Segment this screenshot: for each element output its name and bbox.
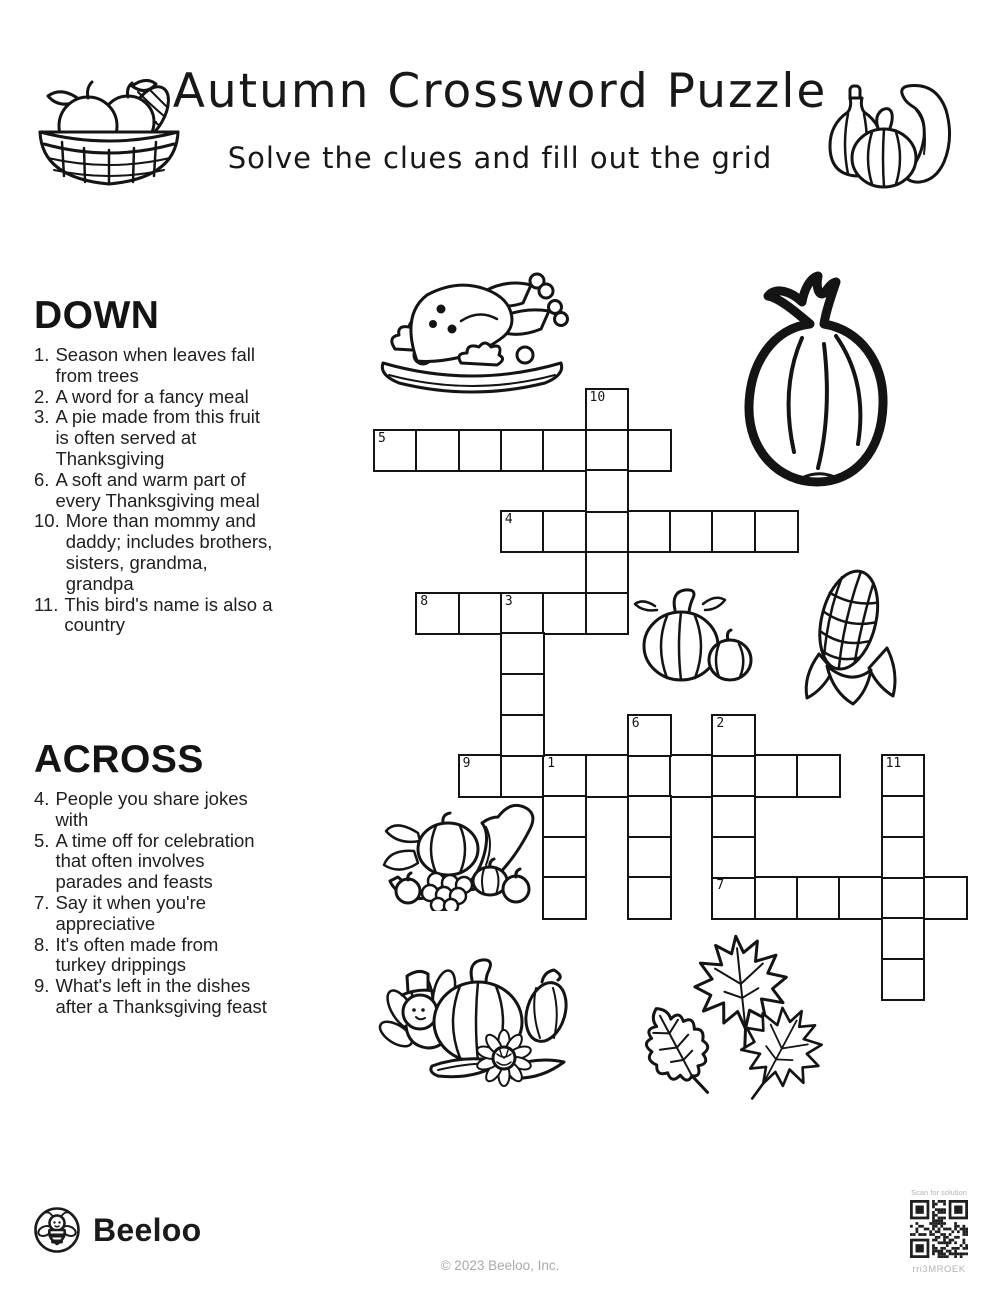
copyright-text: © 2023 Beeloo, Inc.: [440, 1258, 560, 1273]
clue-number: 10.: [34, 510, 60, 532]
clue-text: It's often made from turkey drippings: [55, 933, 219, 976]
clue-number: 3.: [34, 406, 50, 428]
grid-cell-number: 9: [462, 756, 471, 772]
clue-item: [34, 976, 284, 1018]
roast-turkey-image: [365, 263, 580, 403]
grid-cell: [500, 714, 545, 757]
grid-cell: [458, 592, 503, 635]
grid-cell: [627, 876, 672, 919]
grid-cell: [754, 754, 799, 797]
grid-cell: [881, 795, 926, 838]
grid-cell: [500, 754, 545, 797]
cornucopia-image: [378, 793, 543, 911]
across-clues-section: [34, 740, 284, 1018]
clue-number: 1.: [34, 344, 50, 365]
corn-cob-image: [793, 558, 913, 708]
grid-cell-number: 2: [716, 715, 725, 731]
clue-item: [34, 511, 284, 594]
grid-cell: [542, 510, 587, 553]
clue-text: A soft and warm part of every Thanksgiving meal: [55, 468, 260, 511]
grid-cell: [881, 876, 926, 919]
grid-cell: [627, 795, 672, 838]
brand-logo: [33, 1206, 202, 1254]
grid-cell-number: 4: [504, 512, 513, 528]
grid-cell: [796, 876, 841, 919]
clue-number: 6.: [34, 468, 50, 490]
grid-cell: [627, 429, 672, 472]
qr-block: [905, 1188, 973, 1275]
qr-code: [910, 1200, 968, 1258]
clue-text: People you share jokes with: [55, 788, 248, 830]
turkey-pumpkin-scene-image: [376, 950, 586, 1092]
clue-text: More than mommy and daddy; includes brothers, sisters, grandma, grandpa: [65, 510, 273, 594]
grid-cell: [627, 836, 672, 879]
gourd-trio-image: [812, 76, 957, 191]
grid-cell: [542, 592, 587, 635]
clue-text: Say it when you're appreciative: [55, 891, 207, 934]
clue-item: [34, 345, 284, 387]
grid-cell: [500, 632, 545, 675]
page-title: Autumn Crossword Puzzle: [172, 64, 828, 119]
grid-cell-number: 3: [504, 593, 513, 609]
grid-cell: [542, 836, 587, 879]
clue-number: 2.: [34, 385, 50, 407]
clue-text: Season when leaves fall from trees: [55, 344, 255, 386]
onion-image: [718, 262, 913, 502]
across-clue-list: [34, 789, 284, 1018]
grid-cell: [585, 754, 630, 797]
grid-cell: [711, 754, 756, 797]
across-heading: ACROSS: [34, 738, 204, 781]
grid-cell: [585, 551, 630, 594]
clue-text: A word for a fancy meal: [55, 385, 249, 407]
grid-cell: [711, 510, 756, 553]
clue-number: 9.: [34, 975, 50, 997]
grid-cell: [669, 754, 714, 797]
grid-cell: [585, 469, 630, 512]
clue-text: A pie made from this fruit is often served at Thanksgiving: [55, 406, 261, 469]
apple-basket-image: [28, 70, 190, 192]
clue-number: 4.: [34, 788, 50, 809]
grid-cell: [415, 429, 460, 472]
clue-item: [34, 470, 284, 512]
clue-number: 5.: [34, 829, 50, 851]
clue-number: 8.: [34, 933, 50, 955]
clue-text: This bird's name is also a country: [64, 593, 273, 636]
grid-cell: [542, 429, 587, 472]
grid-cell: [923, 876, 968, 919]
grid-cell-number: 6: [631, 715, 640, 731]
clue-item: [34, 595, 284, 637]
grid-cell: [627, 754, 672, 797]
grid-cell-number: 1: [547, 756, 556, 772]
grid-cell: [838, 876, 883, 919]
grid-cell: [881, 958, 926, 1001]
grid-cell: [542, 795, 587, 838]
grid-cell: [881, 917, 926, 960]
grid-cell-number: 11: [885, 756, 902, 772]
page-subtitle: Solve the clues and fill out the grid: [227, 141, 773, 175]
down-heading: DOWN: [34, 294, 160, 337]
grid-cell: [458, 429, 503, 472]
grid-cell-number: 7: [716, 878, 725, 894]
qr-caption: Scan for solution: [911, 1188, 967, 1197]
clue-item: [34, 831, 284, 893]
grid-cell: [711, 836, 756, 879]
grid-cell: [500, 429, 545, 472]
grid-cell: [754, 510, 799, 553]
clue-item: [34, 387, 284, 408]
grid-cell: [881, 836, 926, 879]
grid-cell: [711, 795, 756, 838]
grid-cell-number: 8: [420, 593, 429, 609]
brand-name: Beeloo: [93, 1211, 202, 1248]
grid-cell: [542, 876, 587, 919]
bee-icon: [33, 1206, 81, 1254]
grid-cell-number: 10: [589, 390, 606, 405]
grid-cell: [585, 592, 630, 635]
clue-item: [34, 407, 284, 469]
down-clues-section: [34, 296, 284, 636]
clue-text: What's left in the dishes after a Thanksgiving feast: [55, 975, 267, 1017]
clue-item: [34, 789, 284, 831]
autumn-leaves-image: [623, 926, 838, 1106]
grid-cell: [669, 510, 714, 553]
pumpkin-pair-image: [627, 584, 757, 686]
grid-cell: [500, 673, 545, 716]
down-clue-list: [34, 345, 284, 636]
clue-number: 7.: [34, 891, 50, 913]
grid-cell: [585, 429, 630, 472]
qr-code-text: rri3MROEK: [912, 1264, 966, 1275]
grid-cell-number: 5: [378, 430, 386, 446]
grid-cell: [627, 510, 672, 553]
clue-item: [34, 935, 284, 977]
grid-cell: [754, 876, 799, 919]
grid-cell: [796, 754, 841, 797]
clue-number: 11.: [34, 593, 59, 615]
clue-item: [34, 893, 284, 935]
clue-text: A time off for celebration that often involves parades and feasts: [55, 829, 255, 893]
grid-cell: [585, 510, 630, 553]
